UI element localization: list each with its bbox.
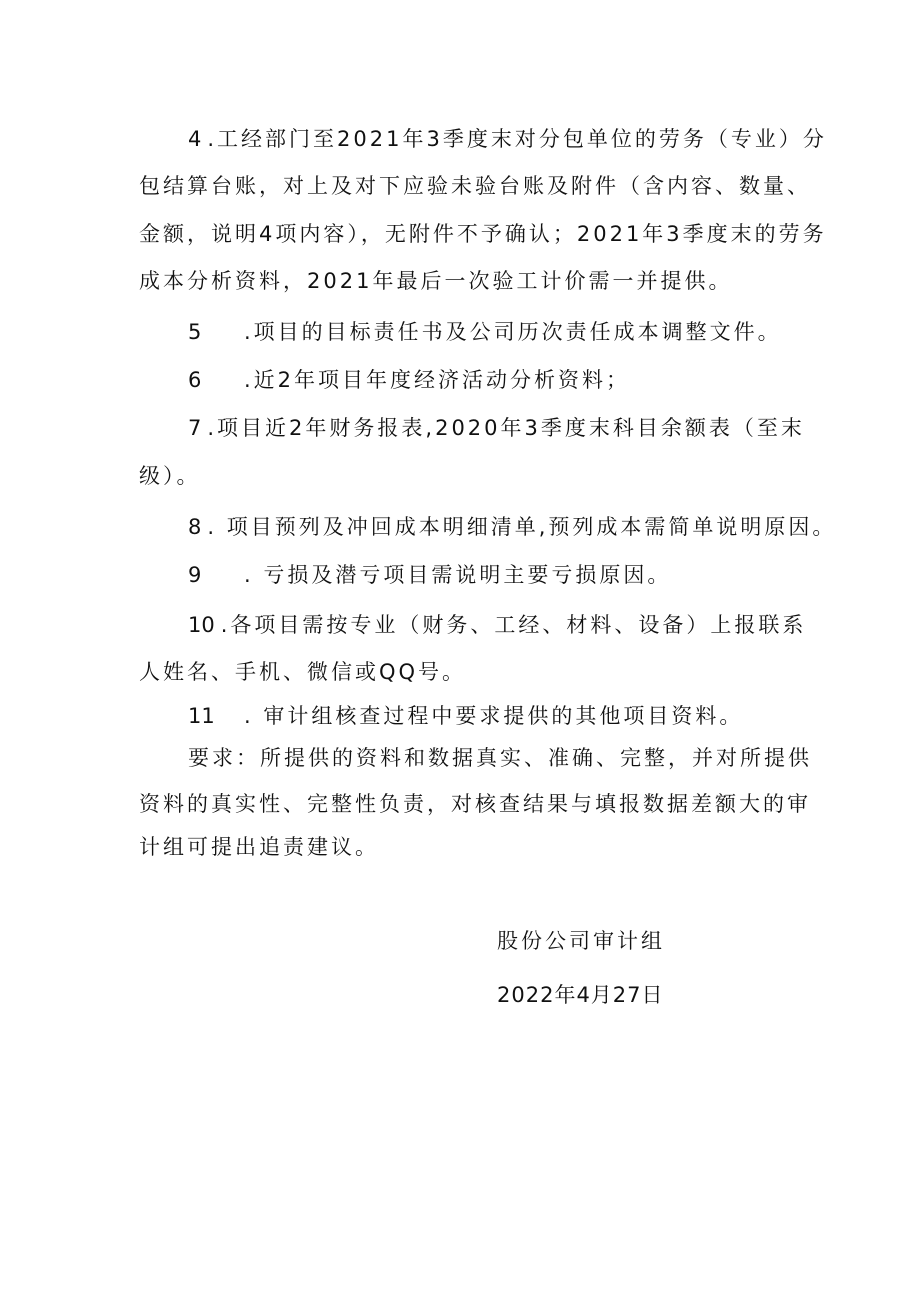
item-5-line-1 — [188, 318, 782, 346]
item-number: 5 — [188, 320, 202, 344]
item-text: .项目近2年财务报表,2020年3季度末科目余额表（至末 — [207, 416, 805, 440]
item-number: 10 — [188, 613, 215, 637]
requirement-line-2: 资料的真实性、完整性负责，对核查结果与填报数据差额大的审 — [139, 792, 811, 816]
item-text: . 亏损及潜亏项目需说明主要亏损原因。 — [244, 563, 672, 587]
item-11-line-1 — [188, 702, 743, 730]
item-number: 8 — [188, 515, 202, 539]
requirement-line-1: 要求：所提供的资料和数据真实、准确、完整，并对所提供 — [188, 746, 812, 770]
signature-org: 股份公司审计组 — [497, 929, 665, 953]
requirement-line-3: 计组可提出追责建议。 — [139, 835, 379, 859]
item-4-line-1 — [188, 125, 827, 153]
item-text: . 项目预列及冲回成本明细清单,预列成本需简单说明原因。 — [207, 515, 837, 539]
item-number: 4 — [188, 127, 202, 151]
item-number: 9 — [188, 563, 202, 587]
item-4-line-3: 金额，说明4项内容），无附件不予确认；2021年3季度末的劳务 — [139, 222, 827, 246]
item-text: .近2年项目年度经济活动分析资料； — [244, 368, 631, 392]
item-text: . 审计组核查过程中要求提供的其他项目资料。 — [244, 704, 744, 728]
item-10-line-1 — [188, 611, 806, 639]
item-7-line-2: 级）。 — [139, 464, 201, 488]
item-4-line-2: 包结算台账，对上及对下应验未验台账及附件（含内容、数量、 — [139, 174, 811, 198]
item-text: .项目的目标责任书及公司历次责任成本调整文件。 — [244, 320, 782, 344]
item-number: 6 — [188, 368, 202, 392]
item-10-line-2: 人姓名、手机、微信或QQ号。 — [139, 660, 467, 684]
signature-date: 2022年4月27日 — [497, 983, 664, 1007]
item-text: .工经部门至2021年3季度末对分包单位的劳务（专业）分 — [207, 127, 827, 151]
item-8-line-1 — [188, 513, 836, 541]
item-number: 7 — [188, 416, 202, 440]
item-number: 11 — [188, 704, 215, 728]
item-9-line-1 — [188, 561, 671, 589]
item-text: .各项目需按专业（财务、工经、材料、设备）上报联系 — [220, 613, 807, 637]
item-4-line-4: 成本分析资料，2021年最后一次验工计价需一并提供。 — [139, 269, 733, 293]
item-6-line-1 — [188, 366, 630, 394]
item-7-line-1 — [188, 414, 805, 442]
